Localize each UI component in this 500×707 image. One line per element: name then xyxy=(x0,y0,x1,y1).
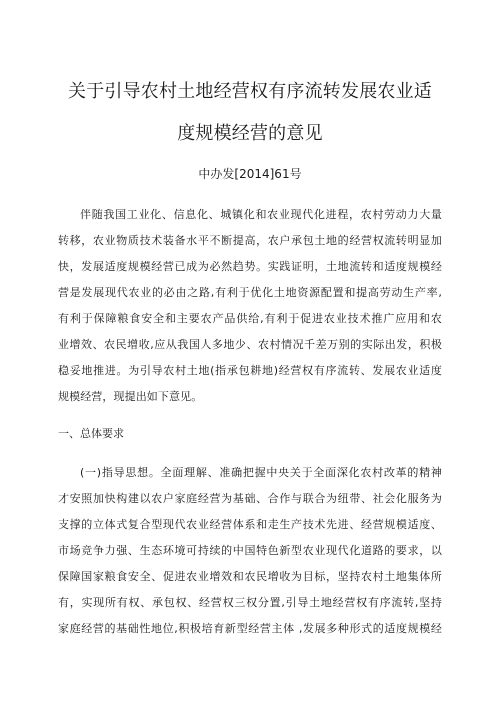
paragraph-line: 保障国家粮食安全、促进农业增效和农民增收为目标，坚持农村土地集体所 xyxy=(58,570,442,583)
paragraph-line: 才安照加快构建以农户家庭经营为基础、合作与联合为纽带、社会化服务为 xyxy=(58,492,442,505)
section-heading: 一、总体要求 xyxy=(58,427,124,440)
paragraph-guiding-ideology xyxy=(58,460,442,642)
document-number: 中办发[2014]61号 xyxy=(198,167,302,181)
paragraph-line: 稳妥地推进。为引导农村土地(指承包耕地)经营权有序流转、发展农业适度 xyxy=(58,364,442,377)
document-title-line-1: 关于引导农村土地经营权有序流转发展农业适 xyxy=(68,81,432,102)
paragraph-line: 转移，农业物质技术装备水平不断提高，农户承包土地的经营权流转明显加 xyxy=(58,234,442,247)
paragraph-line: (一)指导思想。全面理解、准确把握中央关于全面深化农村改革的精神 xyxy=(80,466,442,479)
paragraph-line: 快，发展适度规模经营已成为必然趋势。实践证明，土地流转和适度规模经 xyxy=(58,260,442,273)
paragraph-line: 支撑的立体式复合型现代农业经营体系和走生产技术先进、经营规模适度、 xyxy=(58,518,442,531)
paragraph-line: 家庭经营的基础性地位,积极培育新型经营主体 ,发展多种形式的适度规模经 xyxy=(58,622,442,635)
paragraph-line: 有，实现所有权、承包权、经营权三权分置,引导土地经营权有序流转,坚持 xyxy=(58,596,442,609)
paragraph-line: 市场竞争力强、生态环境可持续的中国特色新型农业现代化道路的要求，以 xyxy=(58,544,442,557)
document-title-line-2: 度规模经营的意见 xyxy=(177,123,323,144)
paragraph-line: 业增效、农民增收,应从我国人多地少、农村情况千差万别的实际出发，积极 xyxy=(58,338,442,351)
paragraph-intro xyxy=(58,202,442,410)
paragraph-line: 伴随我国工业化、信息化、城镇化和农业现代化进程，农村劳动力大量 xyxy=(80,208,442,221)
paragraph-line: 营是发展现代农业的必由之路,有利于优化土地资源配置和提高劳动生产率, xyxy=(58,286,442,299)
paragraph-line: 有利于保障粮食安全和主要农产品供给,有利于促进农业技术推广应用和农 xyxy=(58,312,442,325)
paragraph-line: 规模经营，现提出如下意见。 xyxy=(58,390,203,403)
